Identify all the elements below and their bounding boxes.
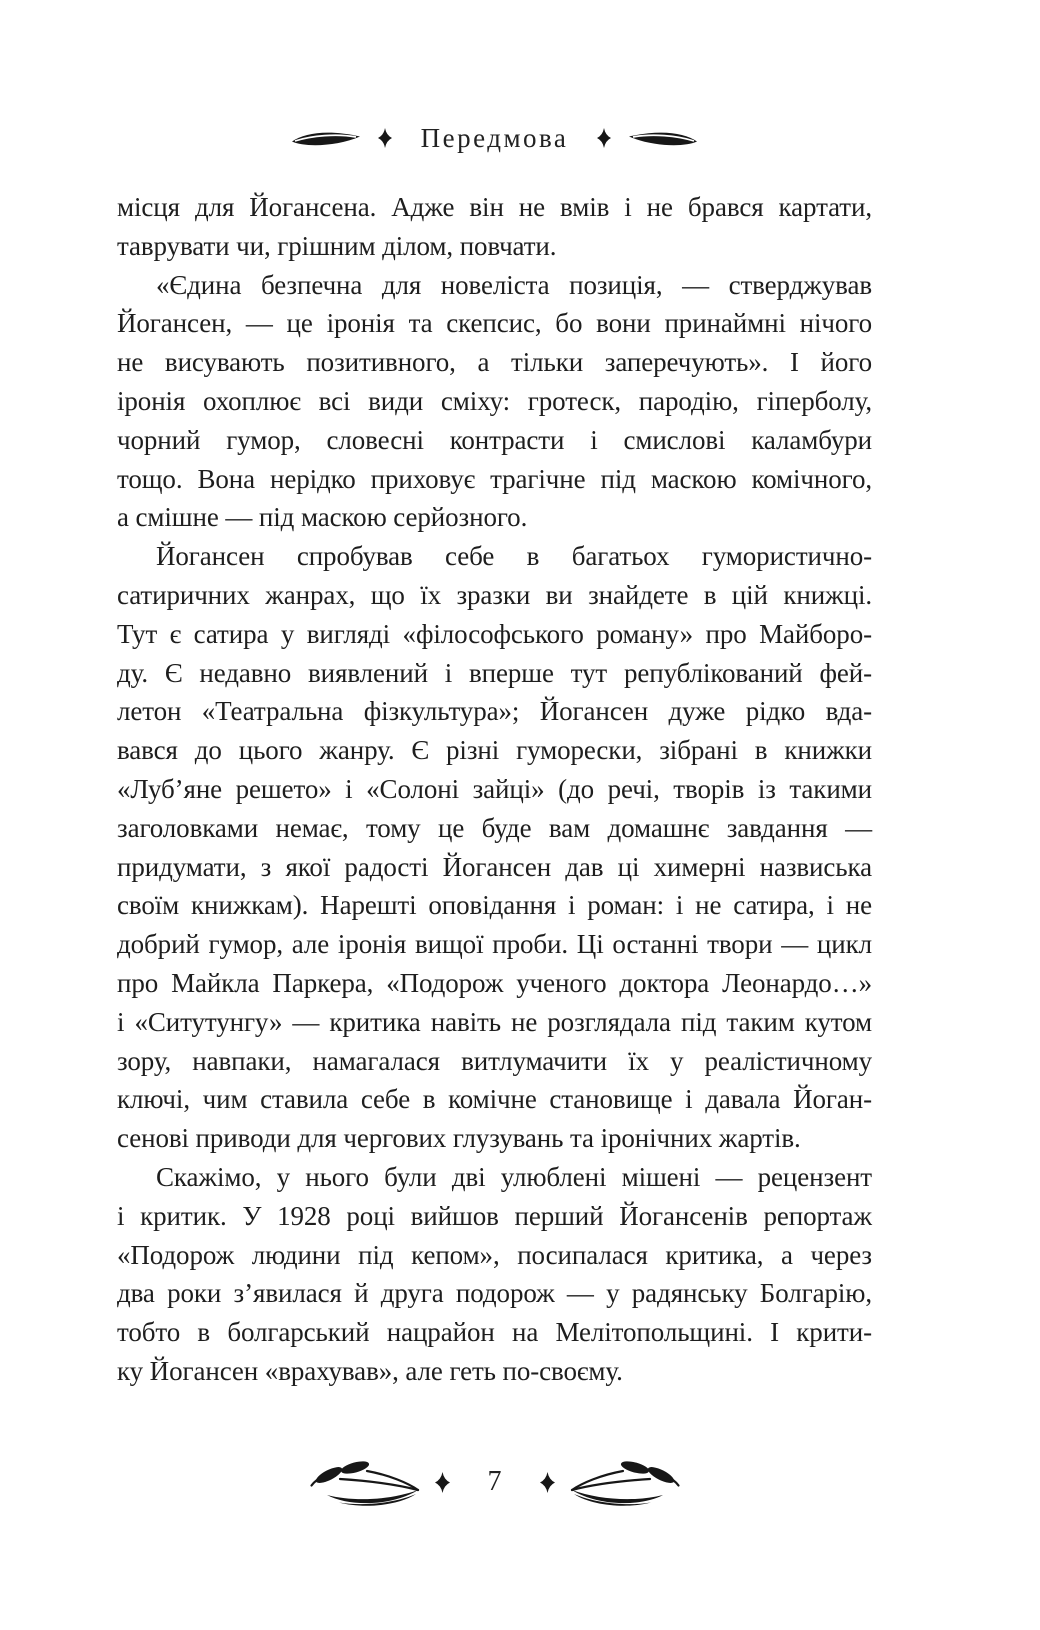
text-line: Тут є сатира у вигляді «філософського роману» про Майборо- bbox=[117, 618, 872, 649]
text-line: а смішне — під маскою серйозного. bbox=[117, 502, 528, 533]
text-line: таврувати чи, грішним ділом, повчати. bbox=[117, 230, 557, 261]
text-line: зору, навпаки, намагалася витлумачити їх у реалістичному bbox=[117, 1045, 872, 1076]
four-point-star-icon bbox=[540, 1472, 555, 1493]
leaf-flourish-icon bbox=[291, 128, 361, 148]
text-line: «Подорож людини під кепом», посипалася критика, а через bbox=[117, 1239, 872, 1270]
text-line: ку Йогансен «врахував», але геть по-своєму. bbox=[117, 1355, 623, 1386]
text-line: ключі, чим ставила себе в комічне становище і давала Йоган- bbox=[117, 1084, 872, 1115]
text-line: і критик. У 1928 році вийшов перший Йогансенів репортаж bbox=[117, 1200, 872, 1231]
text-line: Йогансен спробував себе в багатьох гумористично- bbox=[156, 541, 872, 572]
four-point-star-icon bbox=[597, 128, 611, 148]
text-line: «Луб’яне решето» і «Солоні зайці» (до речі, творів із такими bbox=[117, 773, 872, 804]
bulrush-flourish-icon bbox=[569, 1458, 681, 1506]
text-line: вався до цього жанру. Є різні гуморески, зібрані в книжки bbox=[117, 735, 872, 766]
bulrush-flourish-icon bbox=[309, 1458, 421, 1506]
text-line: сенові приводи для чергових глузувань та іронічних жартів. bbox=[117, 1123, 801, 1154]
text-line: летон «Театральна фізкультура»; Йогансен дуже рідко вда- bbox=[117, 696, 872, 727]
chapter-header bbox=[117, 112, 872, 164]
leaf-flourish-icon bbox=[628, 128, 698, 148]
four-point-star-icon bbox=[435, 1472, 450, 1493]
text-line: чорний гумор, словесні контрасти і смислові каламбури bbox=[117, 424, 872, 455]
text-line: «Єдина безпечна для новеліста позиція, — стверджував bbox=[156, 269, 872, 300]
four-point-star-icon bbox=[378, 128, 392, 148]
text-line: придумати, з якої радості Йогансен дав ці химерні назвиська bbox=[117, 851, 872, 882]
text-line: Йогансен, — це іронія та скепсис, бо вони принаймні нічого bbox=[117, 308, 872, 339]
text-line: ду. Є недавно виявлений і вперше тут републікований фей- bbox=[117, 657, 872, 688]
text-line: місця для Йогансена. Адже він не вмів і не брався картати, bbox=[117, 192, 872, 222]
text-line: своїм книжкам). Нарешті оповідання і роман: і не сатира, і не bbox=[117, 890, 872, 921]
text-line: сатиричних жанрах, що їх зразки ви знайдете в цій книжці. bbox=[117, 579, 872, 610]
text-line: Скажімо, у нього були дві улюблені мішені — рецензент bbox=[156, 1161, 872, 1192]
body-text bbox=[117, 188, 872, 1391]
text-line: і «Ситутунгу» — критика навіть не розглядала під таким кутом bbox=[117, 1006, 872, 1037]
text-line: про Майкла Паркера, «Подорож ученого доктора Леонардо…» bbox=[117, 967, 872, 998]
text-line: іронія охоплює всі види сміху: гротеск, пародію, гіперболу, bbox=[117, 385, 872, 416]
text-line: заголовками немає, тому це буде вам домашнє завдання — bbox=[117, 812, 872, 843]
text-line: тощо. Вона нерідко приховує трагічне під маскою комічного, bbox=[117, 463, 872, 494]
text-line: два роки з’явилася й друга подорож — у радянську Болгарію, bbox=[117, 1278, 872, 1309]
page-footer bbox=[117, 1452, 872, 1512]
page-number: 7 bbox=[487, 1466, 502, 1497]
chapter-title: Передмова bbox=[420, 122, 569, 153]
text-line: не висувають позитивного, а тільки заперечують». І його bbox=[117, 347, 872, 378]
text-line: добрий гумор, але іронія вищої проби. Ці останні твори — цикл bbox=[117, 929, 872, 960]
text-line: тобто в болгарський нацрайон на Мелітопольщині. І крити- bbox=[117, 1317, 872, 1348]
